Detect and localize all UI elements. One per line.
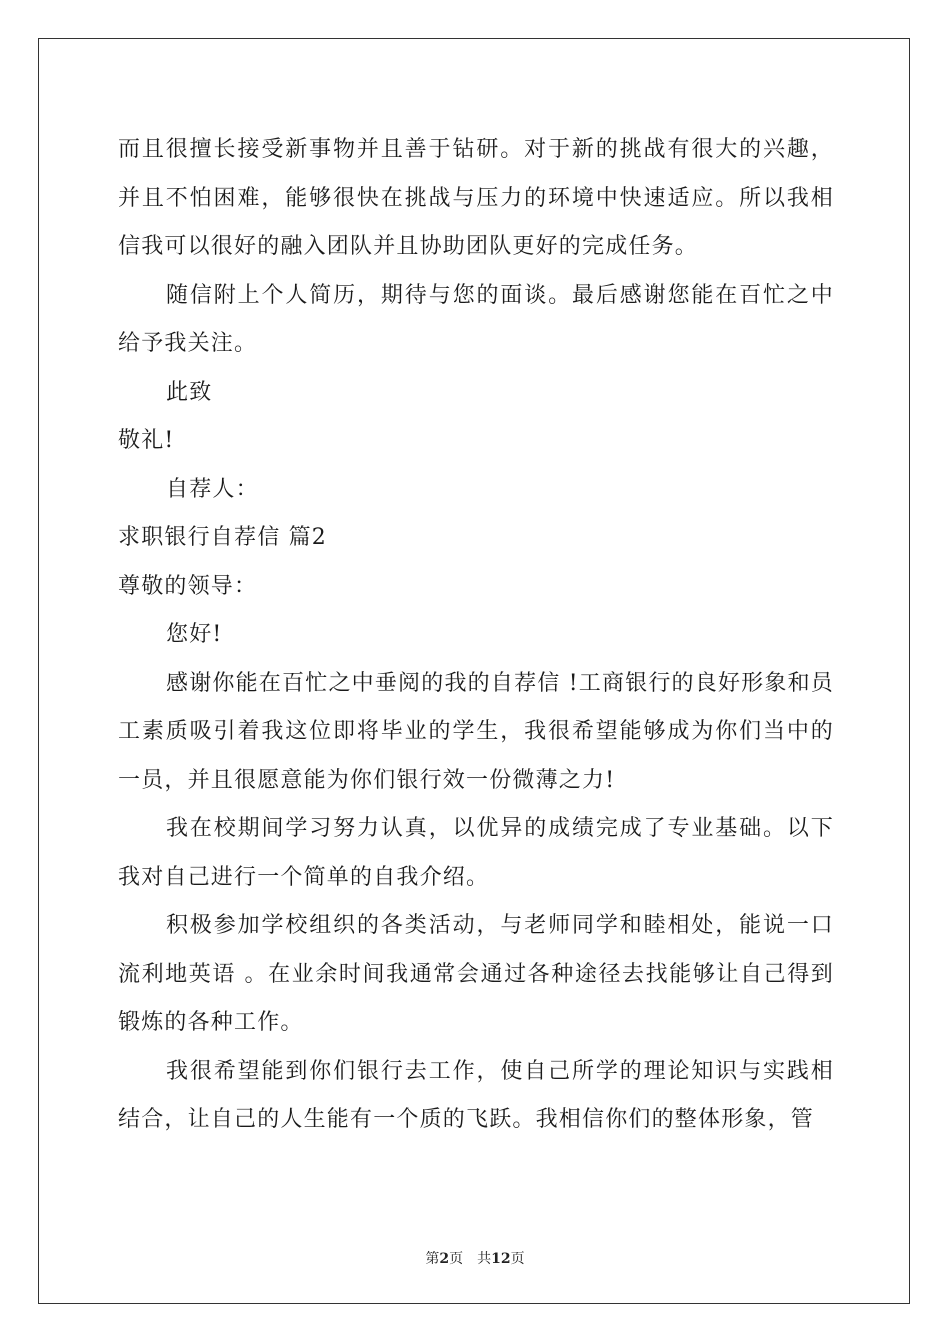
section-title: 求职银行自荐信 篇2 (118, 525, 327, 550)
page-total: 12 (491, 1251, 511, 1267)
page-suffix: 页 (510, 1251, 525, 1267)
page-current: 2 (439, 1251, 450, 1267)
greeting-addressee: 尊敬的领导： (118, 573, 258, 599)
paragraph-2: 随信附上个人简历，期待与您的面谈。最后感谢您能在百忙之中给予我关注。 (118, 282, 834, 356)
paragraph-study: 我在校期间学习努力认真，以优异的成绩完成了专业基础。以下我对自己进行一个简单的自我介绍。 (118, 816, 834, 890)
paragraph-activities: 积极参加学校组织的各类活动，与老师同学和睦相处，能说一口流利地英语 。在业余时间我通常会通过各种途径去找能够让自己得到锻炼的各种工作。 (118, 913, 834, 1035)
signature-label: 自荐人： (166, 476, 259, 502)
closing-regards: 敬礼! (118, 428, 175, 453)
document-body (118, 126, 834, 1145)
greeting-hello: 您好! (166, 622, 223, 647)
paragraph-1: 而且很擅长接受新事物并且善于钻研。对于新的挑战有很大的兴趣，并且不怕困难，能够很快在挑战与压力的环境中快速适应。所以我相信我可以很好的融入团队并且协助团队更好的完成任务。 (118, 137, 834, 259)
page-number-footer (0, 1248, 950, 1268)
paragraph-hope: 我很希望能到你们银行去工作，使自己所学的理论知识与实践相结合，让自己的人生能有一个质的飞跃。我相信你们的整体形象，管 (118, 1058, 834, 1132)
page-mid: 页 共 (449, 1251, 492, 1267)
paragraph-thanks: 感谢你能在百忙之中垂阅的我的自荐信 !工商银行的良好形象和员工素质吸引着我这位即将毕业的学生，我很希望能够成为你们当中的一员，并且很愿意能为你们银行效一份微薄之力! (118, 670, 834, 793)
closing-salutation: 此致 (166, 379, 213, 405)
page-prefix: 第 (425, 1251, 440, 1267)
